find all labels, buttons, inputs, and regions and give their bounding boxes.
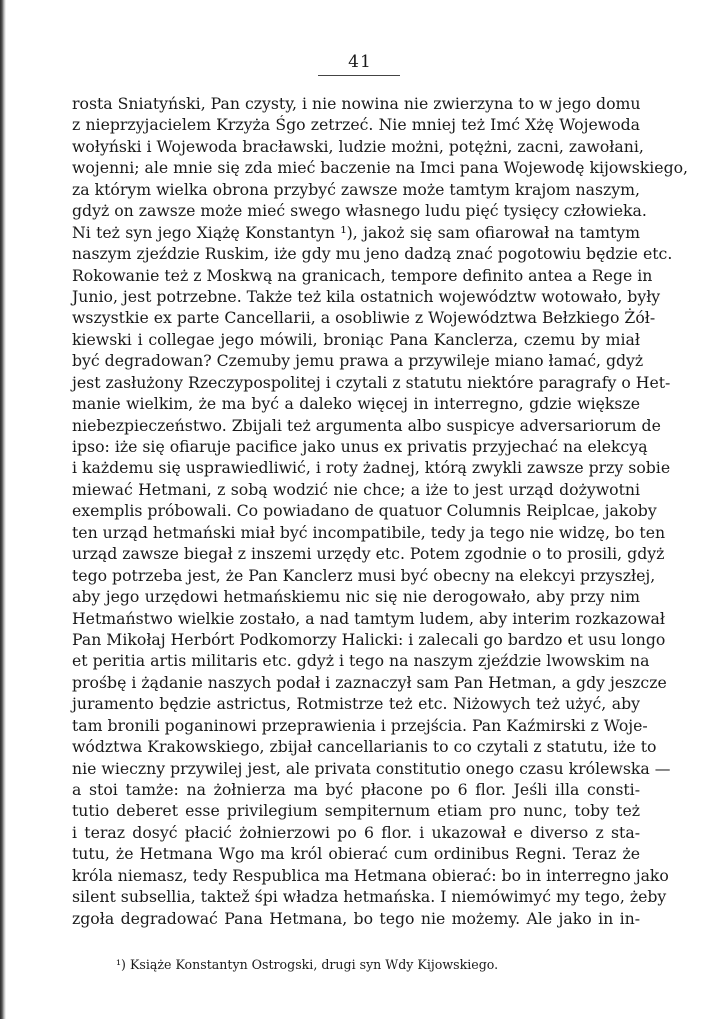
text-line: rosta Sniatyński, Pan czysty, i nie nowina nie zwierzyna to w jego domu xyxy=(72,94,641,113)
text-line: i teraz dosyć płacić żołnierzowi po 6 flor. i ukazował e diverso z sta- xyxy=(72,822,640,842)
text-line: et peritia artis militaris etc. gdyż i tego na naszym zjeździe lwowskim na xyxy=(72,651,650,671)
text-line: ipso: iże się ofiaruje pacifice jako unus ex privatis przyjechać na elekcyą xyxy=(72,437,648,456)
text-line: Ni też syn jego Xiążę Konstantyn ¹), jakoż się sam ofiarował na tamtym xyxy=(72,222,640,242)
text-line: Hetmaństwo wielkie zostało, a nad tamtym ludem, aby interim rozkazował xyxy=(72,608,665,628)
text-line: być degradowan? Czemuby jemu prawa a przywileje miano łamać, gdyż xyxy=(72,351,644,371)
text-line: Rokowanie też z Moskwą na granicach, tempore definito antea a Rege in xyxy=(72,265,653,285)
text-line: nie wieczny przywilej jest, ale privata constitutio onego czasu królewska — xyxy=(72,758,671,778)
text-line: gdyż on zawsze może mieć swego własnego ludu pięć tysięcy człowieka. xyxy=(72,201,647,221)
text-line: silent subsellia, taktež śpi władza hetmańska. I niemówimyć my tego, żeby xyxy=(72,887,667,907)
text-line: wszystkie ex parte Cancellarii, a osobliwie z Województwa Bełzkiego Żół- xyxy=(72,308,656,328)
text-line: wództwa Krakowskiego, zbijał cancellarianis to co czytali z statutu, iże to xyxy=(72,737,657,757)
text-line: jest zasłużony Rzeczypospolitej i czytali z statutu niektóre paragrafy o Het- xyxy=(72,372,671,392)
text-line: manie wielkim, że ma być a daleko więcej in interregno, gdzie większe xyxy=(72,394,640,414)
text-line: króla niemasz, tedy Respublica ma Hetmana obierać: bo in interregno jako xyxy=(72,865,669,885)
text-line: wojenni; ale mnie się zda mieć baczenie na Imci pana Wojewodę kijowskiego, xyxy=(72,158,689,178)
text-line: miewać Hetmani, z sobą wodzić nie chce; a iże to jest urząd dożywotni xyxy=(72,479,640,499)
page-binding-edge xyxy=(0,0,6,1019)
page-number: 41 xyxy=(348,52,372,72)
text-line: a stoi tamże: na żołnierza ma być płacone po 6 flor. Jeśli illa consti- xyxy=(72,780,640,799)
text-line: tam bronili poganinowi przeprawienia i przejścia. Pan Kaźmirski z Woje- xyxy=(72,715,648,735)
footnote-text: Książe Konstantyn Ostrogski, drugi syn Wdy Kijowskiego. xyxy=(129,957,499,972)
text-line: tutu, że Hetmana Wgo ma król obierać cum ordinibus Regni. Teraz że xyxy=(72,844,640,864)
text-line: z nieprzyjacielem Krzyża Śgo zetrzeć. Nie mniej też Imć Xżę Wojewoda xyxy=(72,115,640,135)
text-line: naszym zjeździe Ruskim, iże gdy mu jeno dadzą znać pogotowiu będzie etc. xyxy=(72,244,673,264)
text-line: wołyński i Wojewoda bracławski, ludzie możni, potężni, zacni, zawołani, xyxy=(72,136,644,156)
text-line: prośbę i żądanie naszych podał i zaznaczył sam Pan Hetman, a gdy jeszcze xyxy=(72,672,667,692)
text-line: niebezpieczeństwo. Zbijali też argumenta albo suspicye adversariorum de xyxy=(72,415,661,435)
text-line: za którym wielka obrona przybyć zawsze może tamtym krajom naszym, xyxy=(72,179,640,199)
text-line: ten urząd hetmański miał być incompatibile, tedy ja tego nie widzę, bo ten xyxy=(72,522,666,542)
text-line: juramento będzie astrictus, Rotmistrze też etc. Niżowych też użyć, aby xyxy=(72,694,640,714)
text-line: zgoła degradować Pana Hetmana, bo tego nie możemy. Ale jako in in- xyxy=(72,908,640,928)
text-line: i każdemu się usprawiedliwić, i roty żadnej, którą zwykli zawsze przy sobie xyxy=(72,458,671,478)
text-line: Junio, jest potrzebne. Także też kila ostatnich województw wotowało, były xyxy=(72,286,661,306)
text-line: aby jego urzędowi hetmańskiemu nic się nie derogowało, aby przy nim xyxy=(72,587,640,607)
body-text xyxy=(72,93,689,929)
text-line: Pan Mikołaj Herbórt Podkomorzy Halicki: i zalecali go bardzo et usu longo xyxy=(72,629,666,649)
footnote xyxy=(116,957,636,972)
text-line: urząd zawsze biegał z inszemi urzędy etc. Potem zgodnie o to prosili, gdyż xyxy=(72,544,665,564)
footnote-marker: ¹) xyxy=(116,957,126,972)
page-number-rule xyxy=(318,75,400,76)
text-line: tutio deberet esse privilegium sempiternum etiam pro nunc, toby też xyxy=(72,801,640,821)
text-line: exemplis próbowali. Co powiadano de quatuor Columnis Reiplcae, jakoby xyxy=(72,501,657,521)
text-line: tego potrzeba jest, że Pan Kanclerz musi być obecny na elekcyi przyszłej, xyxy=(72,565,656,585)
text-line: kiewski i collegae jego mówili, broniąc Pana Kanclerza, czemu by miał xyxy=(72,329,640,349)
